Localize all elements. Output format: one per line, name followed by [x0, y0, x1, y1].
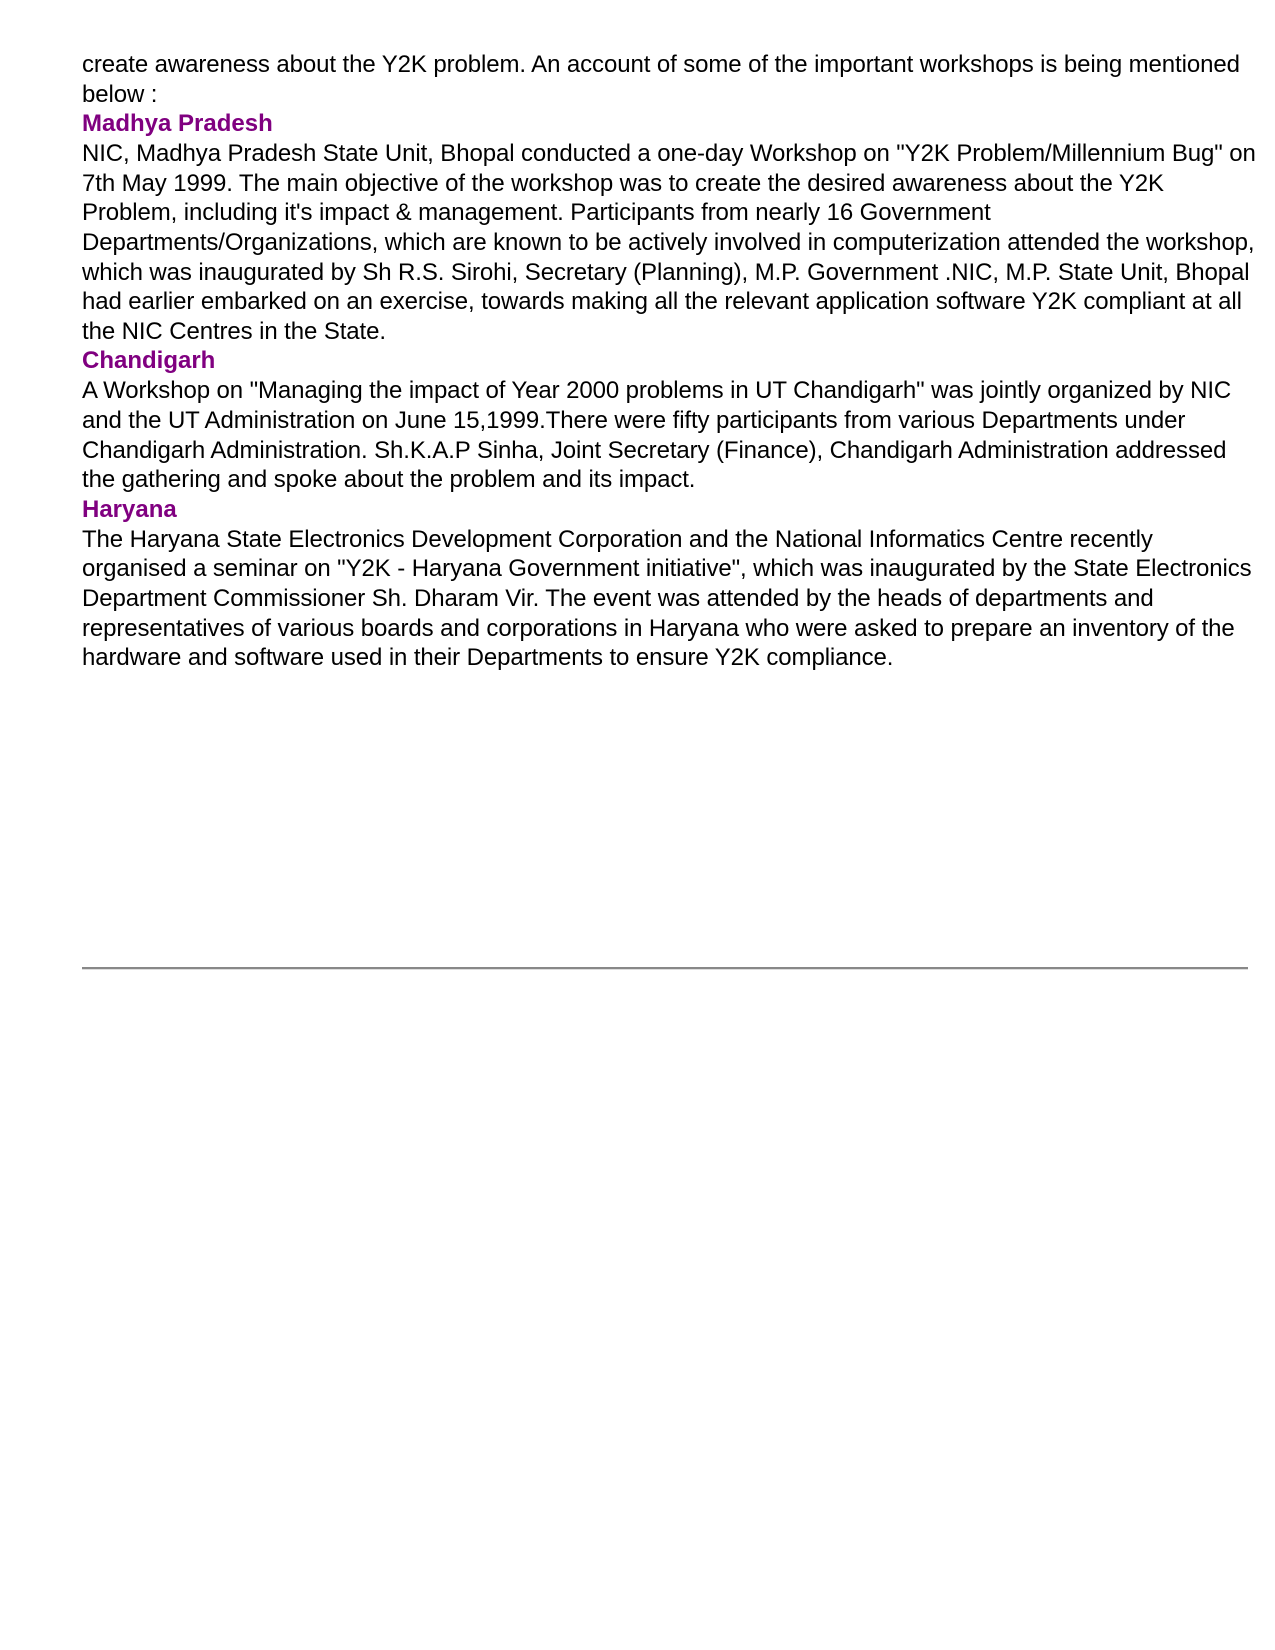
heading-madhya-pradesh: Madhya Pradesh — [82, 110, 273, 138]
paragraph-madhya-pradesh: NIC, Madhya Pradesh State Unit, Bhopal conducted a one-day Workshop on "Y2K Problem/Millennium Bug" on 7th May 1999. The main objective of the workshop was to create the desired awareness about the Y2K Problem, including it's impact & management. Participants from nearly 16 Government Departments/Organizations, which are known to be actively involved in computerization attended the workshop, which was inaugurated by Sh R.S. Sirohi, Secretary (Planning), M.P. Government .NIC, M.P. State Unit, Bhopal had earlier embarked on an exercise, towards making all the relevant application software Y2K compliant at all the NIC Centres in the State. — [82, 140, 1256, 345]
paragraph-chandigarh: A Workshop on "Managing the impact of Year 2000 problems in UT Chandigarh" was jointly organized by NIC and the UT Administration on June 15,1999.There were fifty participants from various Departments under Chandigarh Administration. Sh.K.A.P Sinha, Joint Secretary (Finance), Chandigarh Administration addressed the gathering and spoke about the problem and its impact. — [82, 377, 1232, 494]
paragraph-haryana: The Haryana State Electronics Development Corporation and the National Informatics Centre recently organised a seminar on "Y2K - Haryana Government initiative", which was inaugurated by the State Electronics Department Commissioner Sh. Dharam Vir. The event was attended by the heads of departments and representatives of various boards and corporations in Haryana who were asked to prepare an inventory of the hardware and software used in their Departments to ensure Y2K compliance. — [82, 525, 1252, 672]
document-page — [82, 50, 1257, 673]
intro-paragraph: create awareness about the Y2K problem. An account of some of the important workshops is being mentioned below : — [82, 51, 1240, 108]
heading-chandigarh: Chandigarh — [82, 347, 216, 375]
horizontal-rule — [82, 967, 1248, 970]
heading-haryana: Haryana — [82, 495, 177, 523]
